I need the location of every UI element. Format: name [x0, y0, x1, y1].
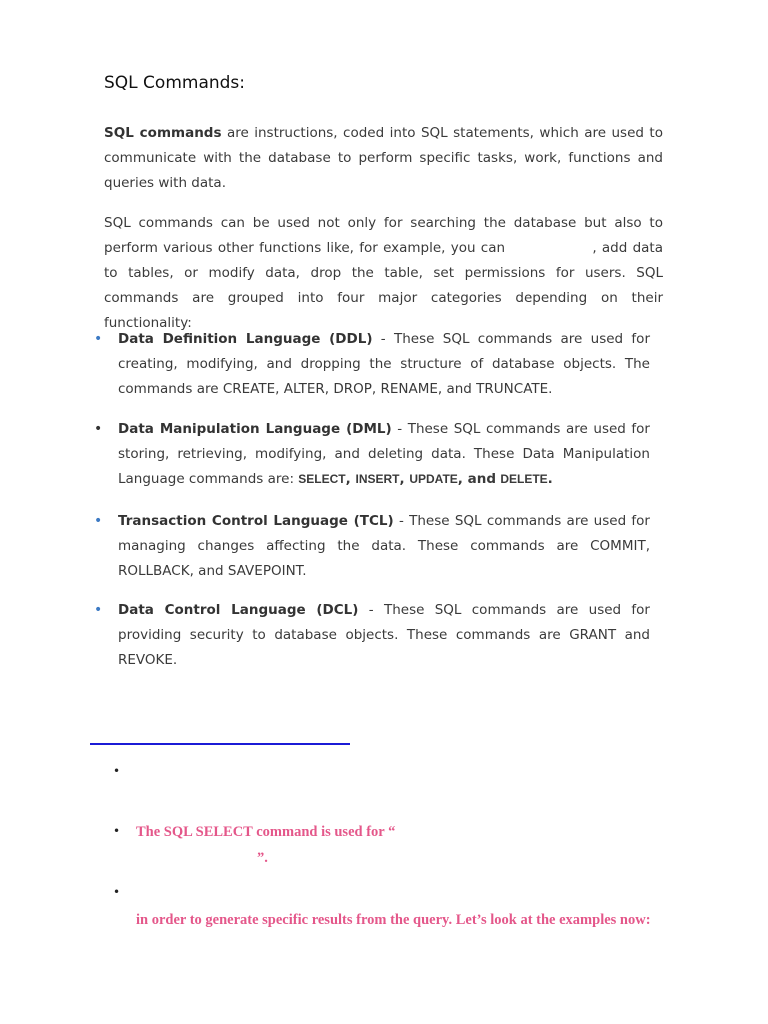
results-description: in order to generate specific results from the query. Let’s look at the examples now:	[136, 912, 651, 928]
category-term: Data Definition Language (DDL)	[118, 331, 373, 347]
command-insert: INSERT	[355, 472, 400, 486]
category-text: - These SQL commands are used for providing security to database objects. These commands are GRANT and REVOKE.	[118, 602, 650, 668]
link-underline[interactable]	[90, 743, 350, 745]
bullet-icon: •	[113, 764, 121, 778]
bullet-icon: •	[94, 421, 103, 437]
bullet-icon: •	[113, 824, 121, 838]
page-title: SQL Commands:	[104, 73, 246, 93]
intro-text: are instructions, coded into SQL statements, which are used to communicate with the database to perform specific tasks, work, functions and queries with data.	[104, 125, 663, 191]
intro-bold-term: SQL commands	[104, 125, 222, 141]
category-text: - These SQL commands are used for managing changes affecting the data. These commands are COMMIT, ROLLBACK, and SAVEPOINT.	[118, 513, 650, 579]
categories-list	[90, 327, 650, 673]
list-item	[90, 598, 650, 673]
category-term: Transaction Control Language (TCL)	[118, 513, 394, 529]
list-item: • Data Manipulation Language (DML) - These SQL commands are used for storing, retrieving, modifying, and deleting data. These Data Manipulation Language commands are: SELECT, INSERT, UPDATE, and DELETE.	[90, 417, 650, 492]
list-item	[90, 509, 650, 584]
command-and: and	[467, 471, 497, 487]
select-description-close: ”.	[257, 850, 268, 866]
category-text: - These SQL commands are used for creating, modifying, and dropping the structure of database objects. The commands are CREATE, ALTER, DROP, RENAME, and TRUNCATE.	[118, 331, 650, 397]
bullet-icon: •	[94, 331, 103, 347]
list-item	[90, 327, 650, 402]
category-term: Data Control Language (DCL)	[118, 602, 359, 618]
command-delete: DELETE	[500, 472, 548, 486]
usage-text-after: , add data to tables, or modify data, drop the table, set permissions for users. SQL commands are grouped into four major categories depending on their functionality:	[104, 240, 663, 331]
intro-paragraph	[104, 121, 663, 196]
bullet-icon: •	[113, 885, 121, 899]
category-text: - These SQL commands are used for storing, retrieving, modifying, and deleting data. These Data Manipulation Language commands are:	[118, 421, 650, 487]
command-select: SELECT	[298, 472, 346, 486]
select-description: The SQL SELECT command is used for “	[136, 824, 396, 840]
category-term: Data Manipulation Language (DML)	[118, 421, 392, 437]
command-update: UPDATE	[409, 472, 458, 486]
usage-paragraph	[104, 211, 663, 336]
bullet-icon: •	[94, 513, 103, 529]
bullet-icon: •	[94, 602, 103, 618]
usage-text-before: SQL commands can be used not only for searching the database but also to perform various other functions like, for example, you can	[104, 215, 663, 256]
